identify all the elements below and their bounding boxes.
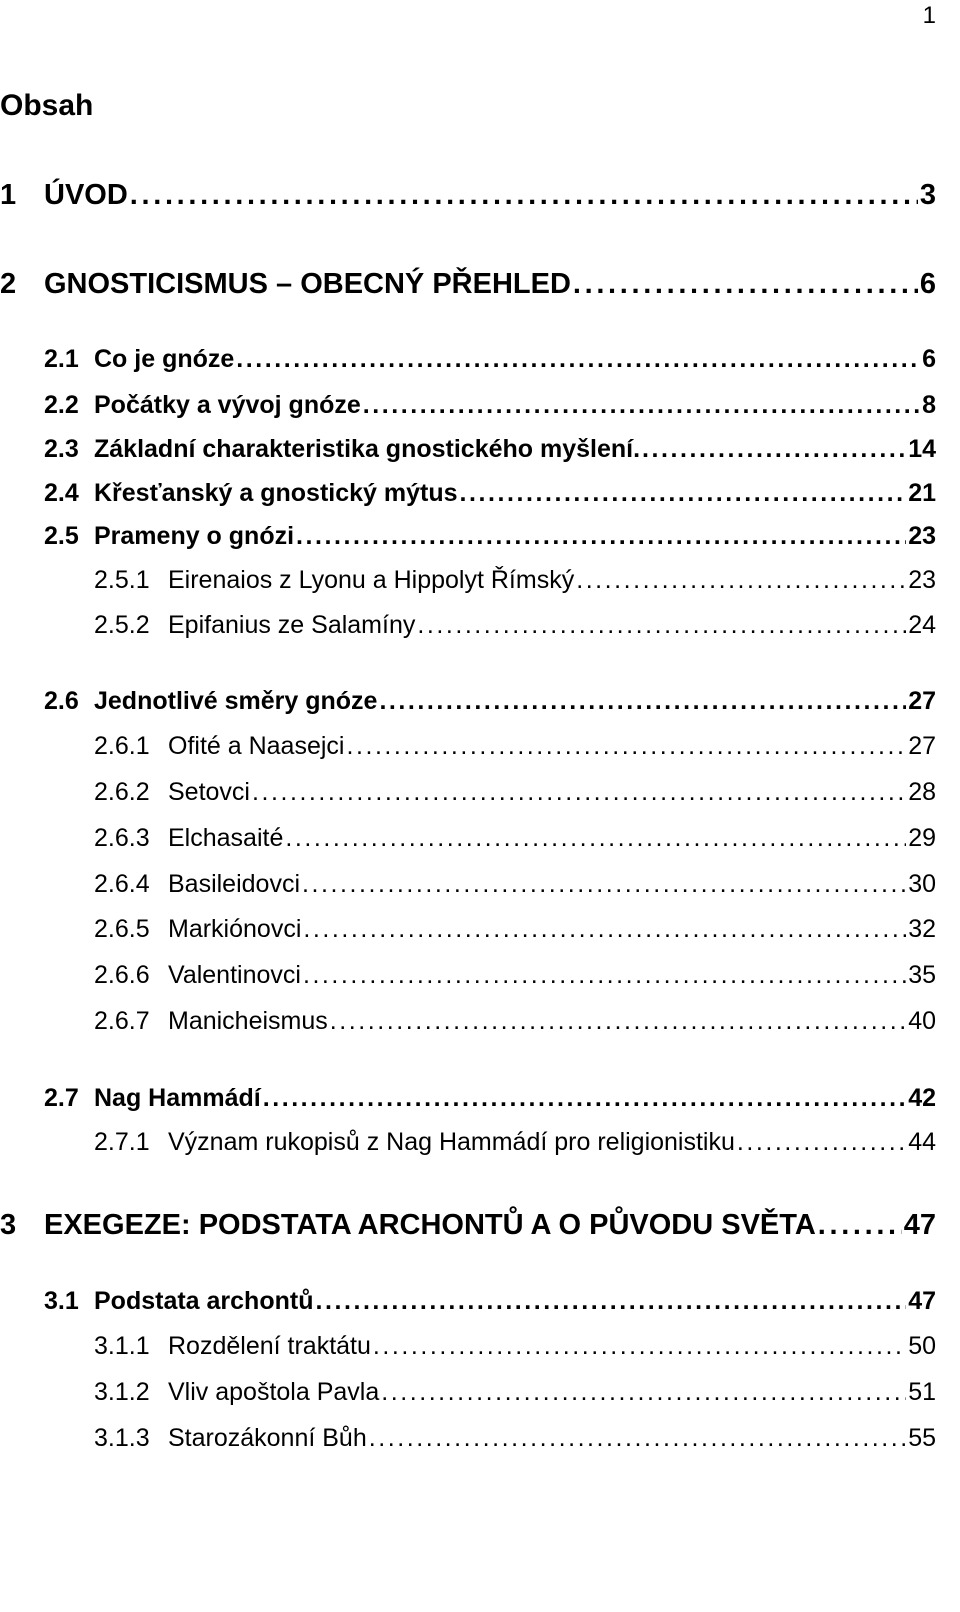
dot-leader (346, 731, 906, 761)
toc-entry-label: Setovci (168, 778, 250, 806)
page-number: 1 (922, 2, 936, 29)
toc-entry-2-5-2[interactable] (94, 610, 936, 640)
toc-entry-number: 3.1 (44, 1287, 79, 1315)
toc-entry-label: ÚVOD (44, 179, 128, 211)
toc-entry-2-2[interactable] (44, 390, 936, 420)
toc-entry-label: EXEGEZE: PODSTATA ARCHONTŮ A O PŮVODU SVĚTA (44, 1209, 816, 1241)
toc-entry-2-3[interactable] (44, 434, 936, 464)
toc-entry-2-5-1[interactable] (94, 565, 936, 595)
dot-leader (130, 177, 918, 213)
toc-entry-2-5[interactable] (44, 521, 936, 551)
toc-entry-number: 2.6.1 (94, 732, 150, 760)
dot-leader (818, 1207, 902, 1243)
toc-entry-3-1-1[interactable] (94, 1331, 936, 1361)
toc-entry-2-6-3[interactable] (94, 823, 936, 853)
dot-leader (263, 1083, 906, 1113)
toc-entry-page: 44 (908, 1128, 936, 1156)
toc-entry-2-6-2[interactable] (94, 777, 936, 807)
toc-entry-label: Epifanius ze Salamíny (168, 611, 416, 639)
toc-entry-label: GNOSTICISMUS – OBECNÝ PŘEHLED (44, 268, 571, 300)
dot-leader (576, 565, 906, 595)
dot-leader (363, 390, 920, 420)
toc-entry-number: 2.5.2 (94, 611, 150, 639)
toc-entry-page: 27 (908, 687, 936, 715)
toc-entry-number: 3.1.2 (94, 1378, 150, 1406)
toc-entry-2-4[interactable] (44, 478, 936, 508)
toc-entry-label: Vliv apoštola Pavla (168, 1378, 380, 1406)
toc-entry-3-1[interactable] (44, 1286, 936, 1316)
toc-entry-number: 2.2 (44, 391, 79, 419)
toc-entry-page: 29 (908, 824, 936, 852)
toc-entry-page: 21 (908, 479, 936, 507)
toc-entry-page: 3 (919, 179, 936, 211)
toc-entry-2[interactable] (0, 266, 936, 302)
dot-leader (236, 344, 920, 374)
toc-entry-number: 2.5.1 (94, 566, 150, 594)
toc-entry-page: 6 (922, 345, 936, 373)
toc-entry-2-6-4[interactable] (94, 869, 936, 899)
toc-entry-number: 2.6.4 (94, 870, 150, 898)
toc-entry-page: 47 (908, 1287, 936, 1315)
toc-entry-number: 2.5 (44, 522, 79, 550)
toc-entry-label: Jednotlivé směry gnóze (94, 687, 378, 715)
toc-title: Obsah (0, 89, 94, 122)
toc-entry-number: 2.6.2 (94, 778, 150, 806)
toc-entry-label: Podstata archontů (94, 1287, 314, 1315)
dot-leader (303, 914, 906, 944)
toc-entry-number: 2.6.5 (94, 915, 150, 943)
dot-leader (285, 823, 906, 853)
toc-entry-number: 2.1 (44, 345, 79, 373)
toc-entry-number: 2.3 (44, 435, 79, 463)
toc-entry-page: 30 (908, 870, 936, 898)
toc-entry-page: 40 (908, 1007, 936, 1035)
toc-entry-label: Eirenaios z Lyonu a Hippolyt Římský (168, 566, 575, 594)
toc-entry-label: Starozákonní Bůh (168, 1424, 367, 1452)
toc-entry-number: 2.7 (44, 1084, 79, 1112)
dot-leader (315, 1286, 906, 1316)
toc-entry-label: Rozdělení traktátu (168, 1332, 371, 1360)
toc-entry-number: 2.6 (44, 687, 79, 715)
toc-entry-page: 6 (919, 268, 936, 300)
dot-leader (642, 434, 906, 464)
toc-entry-page: 51 (908, 1378, 936, 1406)
toc-entry-label: Křesťanský a gnostický mýtus (94, 479, 458, 507)
toc-entry-number: 2 (0, 268, 17, 300)
toc-entry-1[interactable] (0, 177, 936, 213)
toc-entry-number: 2.6.3 (94, 824, 150, 852)
toc-entry-number: 2.6.7 (94, 1007, 150, 1035)
toc-entry-label: Co je gnóze (94, 345, 235, 373)
dot-leader (379, 686, 906, 716)
toc-entry-2-7[interactable] (44, 1083, 936, 1113)
toc-entry-2-6-6[interactable] (94, 960, 936, 990)
toc-entry-2-6[interactable] (44, 686, 936, 716)
toc-entry-page: 50 (908, 1332, 936, 1360)
toc-entry-2-6-5[interactable] (94, 914, 936, 944)
toc-entry-page: 24 (908, 611, 936, 639)
toc-entry-3-1-2[interactable] (94, 1377, 936, 1407)
toc-entry-label: Manicheismus (168, 1007, 328, 1035)
toc-entry-3[interactable] (0, 1207, 936, 1243)
toc-entry-page: 27 (908, 732, 936, 760)
toc-entry-number: 2.7.1 (94, 1128, 150, 1156)
toc-entry-2-6-7[interactable] (94, 1006, 936, 1036)
toc-entry-label: Počátky a vývoj gnóze (94, 391, 361, 419)
toc-entry-page: 28 (908, 778, 936, 806)
dot-leader (737, 1127, 906, 1157)
toc-entry-label: Markiónovci (168, 915, 302, 943)
toc-entry-label: Ofité a Naasejci (168, 732, 345, 760)
toc-entry-page: 47 (903, 1209, 936, 1241)
toc-entry-number: 2.4 (44, 479, 79, 507)
dot-leader (373, 1331, 906, 1361)
toc-entry-label: Prameny o gnózi (94, 522, 295, 550)
toc-entry-page: 14 (908, 435, 936, 463)
dot-leader (302, 869, 906, 899)
dot-leader (252, 777, 906, 807)
toc-entry-3-1-3[interactable] (94, 1423, 936, 1453)
toc-entry-2-7-1[interactable] (94, 1127, 936, 1157)
toc-entry-page: 32 (908, 915, 936, 943)
toc-entry-number: 2.6.6 (94, 961, 150, 989)
toc-entry-page: 35 (908, 961, 936, 989)
toc-entry-label: Význam rukopisů z Nag Hammádí pro religionistiku (168, 1128, 735, 1156)
dot-leader (303, 960, 906, 990)
dot-leader (296, 521, 906, 551)
toc-entry-number: 1 (0, 179, 17, 211)
dot-leader (330, 1006, 906, 1036)
toc-entry-page: 42 (908, 1084, 936, 1112)
toc-entry-label: Základní charakteristika gnostického myšlení. (94, 435, 641, 463)
dot-leader (573, 266, 918, 302)
dot-leader (460, 478, 907, 508)
toc-entry-label: Elchasaité (168, 824, 284, 852)
toc-entry-page: 23 (908, 522, 936, 550)
toc-entry-number: 3 (0, 1209, 17, 1241)
toc-entry-page: 23 (908, 566, 936, 594)
toc-entry-page: 8 (922, 391, 936, 419)
toc-entry-2-1[interactable] (44, 344, 936, 374)
toc-entry-number: 3.1.1 (94, 1332, 150, 1360)
toc-entry-2-6-1[interactable] (94, 731, 936, 761)
toc-entry-label: Nag Hammádí (94, 1084, 261, 1112)
dot-leader (381, 1377, 906, 1407)
toc-entry-number: 3.1.3 (94, 1424, 150, 1452)
toc-entry-label: Basileidovci (168, 870, 301, 898)
toc-entry-label: Valentinovci (168, 961, 301, 989)
toc-entry-page: 55 (908, 1424, 936, 1452)
dot-leader (417, 610, 906, 640)
dot-leader (369, 1423, 906, 1453)
